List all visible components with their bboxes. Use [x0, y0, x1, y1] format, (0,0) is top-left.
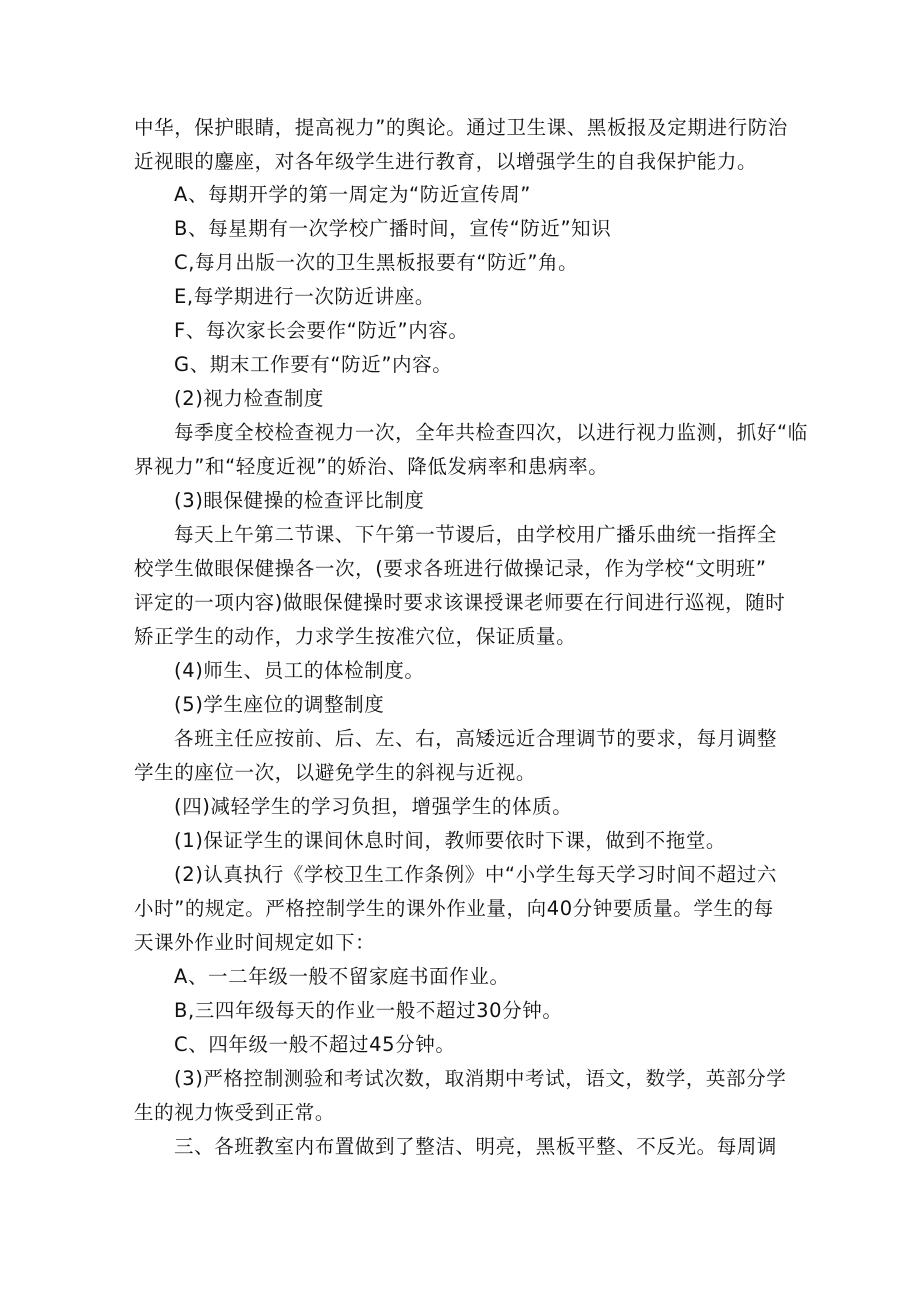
paragraph-line: 校学生做眼保健操各一次，(要求各班进行做操记录，作为学校“文明班” — [134, 557, 767, 580]
list-item-f: F、每次家长会要作“防近”内容。 — [174, 319, 469, 342]
list-item-c: C、四年级一般不超过45分钟。 — [174, 1033, 456, 1056]
list-item-c: C,每月出版一次的卫生黑板报要有“防近”角。 — [174, 251, 579, 274]
list-item-a: A、每期开学的第一周定为“防近宣传周” — [174, 183, 531, 206]
section-heading: (5)学生座位的调整制度 — [174, 693, 385, 716]
paragraph-line: (3)严格控制测验和考试次数，取消期中考试，语文，数学，英部分学 — [174, 1067, 787, 1090]
list-item-e: E,每学期进行一次防近讲座。 — [174, 285, 435, 308]
paragraph-line: 每天上午第二节课、下午第一节谡后，由学校用广播乐曲统一指挥全 — [174, 523, 778, 546]
section-heading: 三、各班教室内布置做到了整洁、明亮，黑板平整、不反光。每周调 — [174, 1135, 778, 1158]
list-item-b: B,三四年级每天的作业一般不超过30分钟。 — [174, 999, 563, 1022]
list-item-g: G、期末工作要有“防近”内容。 — [174, 353, 453, 376]
section-heading: (2)视力检查制度 — [174, 387, 325, 410]
paragraph-line: 评定的一项内容)做眼保健操时要求该课授课老师要在行间进行巡视，随时 — [134, 591, 786, 614]
paragraph-line: 界视力”和“轻度近视”的娇治、降低发病率和患病率。 — [134, 455, 609, 478]
paragraph-line: 天课外作业时间规定如下： — [134, 931, 376, 954]
list-item-a: A、一二年级一般不留家庭书面作业。 — [174, 965, 510, 988]
paragraph-line: 学生的座位一次，以避免学生的斜视与近视。 — [134, 761, 537, 784]
section-heading: (4)师生、员工的体检制度。 — [174, 659, 425, 682]
paragraph-line: 各班主任应按前、后、左、右，高矮远近合理调节的要求，每月调整 — [174, 727, 778, 750]
paragraph-line: 小时”的规定。严格控制学生的课外作业量，向40分钟要质量。学生的每 — [134, 897, 774, 920]
section-heading: (四)减轻学生的学习负担，增强学生的体质。 — [174, 795, 573, 818]
paragraph-line: 中华，保护眼睛，提高视力”的舆论。通过卫生课、黑板报及定期进行防治 — [134, 116, 788, 139]
paragraph-line: 矫正学生的动作，力求学生按准穴位，保证质量。 — [134, 625, 577, 648]
paragraph-line: (1)保证学生的课间休息时间，教师要依时下课，做到不拖堂。 — [174, 829, 727, 852]
paragraph-line: 近视眼的鏖座，对各年级学生进行教育，以增强学生的自我保护能力。 — [134, 150, 758, 173]
paragraph-line: 生的视力恢受到正常。 — [134, 1101, 336, 1124]
paragraph-line: (2)认真执行《学校卫生工作条例》中“小学生每天学习时间不超过六 — [174, 863, 777, 886]
section-heading: (3)眼保健操的检查评比制度 — [174, 489, 425, 512]
list-item-b: B、每星期有一次学校广播时间，宣传“防近”知识 — [174, 217, 612, 240]
paragraph-line: 每季度全校检查视力一次，全年共检查四次，以进行视力监测，抓好“临 — [174, 421, 808, 444]
